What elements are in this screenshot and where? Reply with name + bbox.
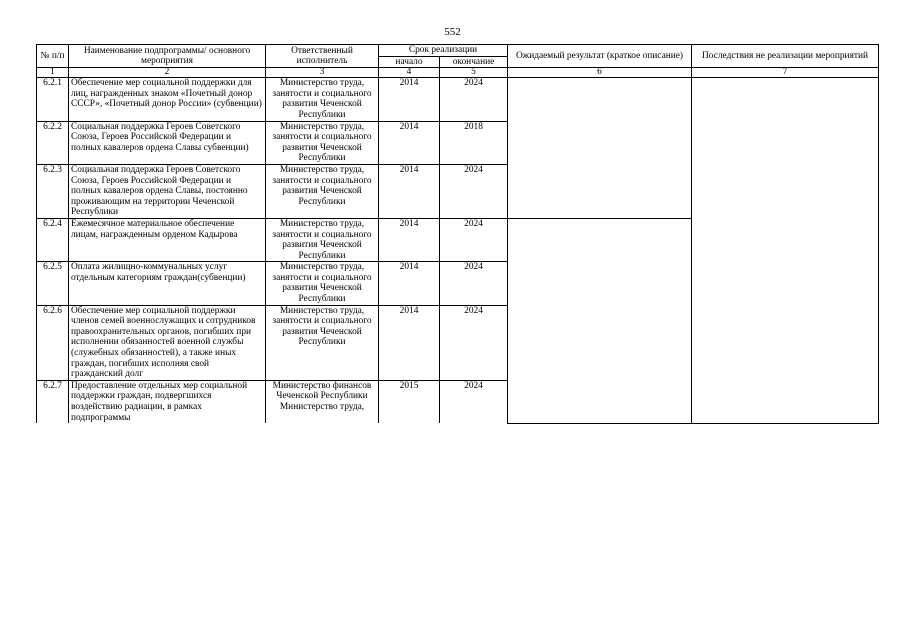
- end-year: 2024: [440, 164, 508, 218]
- row-number: 6.2.5: [37, 262, 69, 305]
- expected-result-cell: [508, 78, 692, 219]
- responsible-executor: Министерство труда, занятости и социального развития Чеченской Республики: [266, 262, 379, 305]
- responsible-executor: Министерство труда, занятости и социального развития Чеченской Республики: [266, 218, 379, 261]
- start-year: 2015: [379, 380, 440, 423]
- column-index: 5: [440, 68, 508, 78]
- column-index-row: [37, 68, 879, 78]
- column-index: 6: [508, 68, 692, 78]
- column-index: 4: [379, 68, 440, 78]
- header-row-1: [37, 45, 879, 57]
- column-index: 1: [37, 68, 69, 78]
- end-year: 2024: [440, 218, 508, 261]
- responsible-executor: Министерство труда, занятости и социального развития Чеченской Республики: [266, 164, 379, 218]
- responsible-executor: Министерство труда, занятости и социального развития Чеченской Республики: [266, 121, 379, 164]
- start-year: 2014: [379, 262, 440, 305]
- row-number: 6.2.4: [37, 218, 69, 261]
- end-year: 2024: [440, 380, 508, 423]
- page-number: 552: [444, 26, 461, 38]
- header-consequences: Последствия не реализации мероприятий: [692, 45, 879, 68]
- header-period: Срок реализации: [379, 45, 508, 57]
- header-start: начало: [379, 56, 440, 68]
- start-year: 2014: [379, 164, 440, 218]
- activity-name: Обеспечение мер социальной поддержки для лиц, награжденных знаком «Почетный донор СССР», «Почетный донор России» (субвенции): [69, 78, 266, 121]
- activity-name: Социальная поддержка Героев Советского Союза, Героев Российской Федерации и полных кавалеров ордена Славы субвенции): [69, 121, 266, 164]
- activity-name: Обеспечение мер социальной поддержки членов семей военнослужащих и сотрудников правоохранительных органов, погибших при исполнении обязанностей военной службы (служебных обязанностей), а также иных граждан, погибших исполняя свой гражданский долг: [69, 305, 266, 380]
- row-number: 6.2.1: [37, 78, 69, 121]
- row-number: 6.2.7: [37, 380, 69, 423]
- activity-name: Социальная поддержка Героев Советского Союза, Героев Российской Федерации и полных кавалеров ордена Славы, постоянно проживающим на территории Чеченской Республики: [69, 164, 266, 218]
- end-year: 2024: [440, 78, 508, 121]
- responsible-executor: Министерство труда, занятости и социального развития Чеченской Республики: [266, 78, 379, 121]
- start-year: 2014: [379, 305, 440, 380]
- end-year: 2018: [440, 121, 508, 164]
- column-index: 2: [69, 68, 266, 78]
- expected-result-cell: [508, 218, 692, 423]
- end-year: 2024: [440, 262, 508, 305]
- activity-name: Ежемесячное материальное обеспечение лицам, награжденным орденом Кадырова: [69, 218, 266, 261]
- column-index: 7: [692, 68, 879, 78]
- header-result: Ожидаемый результат (краткое описание): [508, 45, 692, 68]
- row-number: 6.2.6: [37, 305, 69, 380]
- program-activities-table: [36, 44, 879, 424]
- end-year: 2024: [440, 305, 508, 380]
- row-number: 6.2.3: [37, 164, 69, 218]
- responsible-executor: Министерство труда, занятости и социального развития Чеченской Республики: [266, 305, 379, 380]
- header-name: Наименование подпрограммы/ основного мероприятия: [69, 45, 266, 68]
- consequences-cell: [692, 78, 879, 424]
- header-executor: Ответственный исполнитель: [266, 45, 379, 68]
- responsible-executor: Министерство финансов Чеченской Республики Министерство труда,: [266, 380, 379, 423]
- table-row: [37, 78, 879, 121]
- row-number: 6.2.2: [37, 121, 69, 164]
- start-year: 2014: [379, 78, 440, 121]
- activity-name: Предоставление отдельных мер социальной поддержки граждан, подвергшихся воздействию радиации, в рамках подпрограммы: [69, 380, 266, 423]
- start-year: 2014: [379, 218, 440, 261]
- activity-name: Оплата жилищно-коммунальных услуг отдельным категориям граждан(субвенции): [69, 262, 266, 305]
- header-end: окончание: [440, 56, 508, 68]
- column-index: 3: [266, 68, 379, 78]
- header-num: № п/п: [37, 45, 69, 68]
- start-year: 2014: [379, 121, 440, 164]
